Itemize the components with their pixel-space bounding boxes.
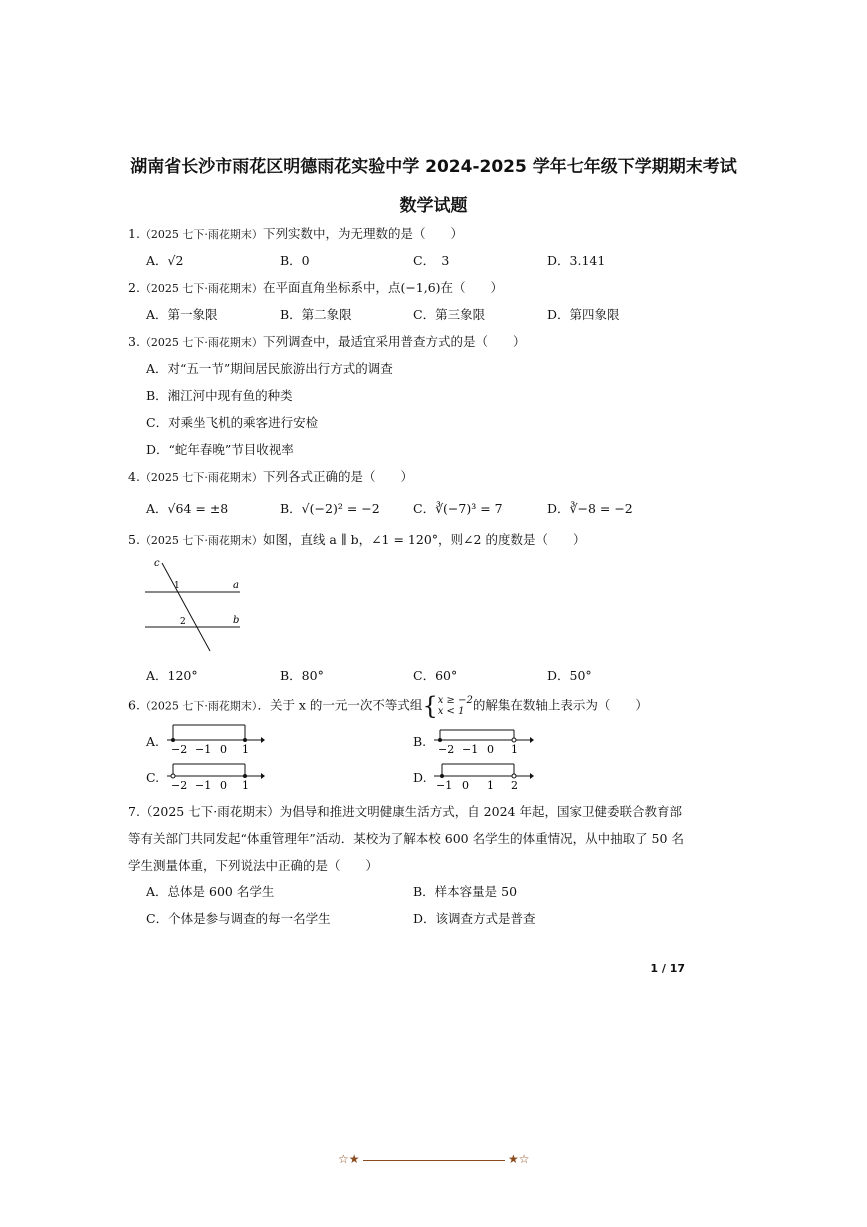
exam-subtitle: 数学试题 (399, 196, 468, 216)
label-c: c (154, 558, 160, 569)
parallel-lines-figure (140, 555, 250, 655)
q2-option-a: A．第一象限 (146, 307, 218, 322)
svg-text:0: 0 (462, 779, 469, 792)
q5-option-a: A．120° (146, 668, 198, 683)
q6-option-a-label: A. (146, 734, 160, 749)
footer-divider (363, 1160, 505, 1161)
svg-text:0: 0 (487, 743, 494, 756)
numberline-b (432, 720, 537, 760)
svg-text:−1: −1 (195, 779, 212, 792)
footer-star-left-icon: ☆★ (338, 1152, 360, 1166)
svg-text:2: 2 (511, 779, 518, 792)
question-2: 2.（2025 七下·雨花期末）在平面直角坐标系中，点(−1,6)在（ ） (128, 280, 504, 295)
svg-text:1: 1 (242, 779, 249, 792)
numberline-c (165, 756, 265, 796)
svg-text:1: 1 (487, 779, 494, 792)
q1-option-d: D．3.141 (547, 253, 606, 268)
q7-option-a: A．总体是 600 名学生 (146, 884, 275, 899)
transversal-c (162, 563, 210, 651)
q1-option-b: B．0 (280, 253, 310, 268)
q6-option-b-label: B. (413, 734, 427, 749)
q3-option-b: B．湘江河中现有鱼的种类 (146, 388, 293, 403)
svg-text:−1: −1 (195, 743, 212, 756)
svg-text:−2: −2 (171, 779, 188, 792)
question-5: 5.（2025 七下·雨花期末）如图，直线 a ∥ b，∠1 = 120°，则∠2 的度数是（ ） (128, 532, 586, 547)
q3-option-c: C．对乘坐飞机的乘客进行安检 (146, 415, 319, 430)
q6-option-c-label: C. (146, 770, 160, 785)
q5-option-c: C．60° (413, 668, 458, 683)
q5-option-b: B．80° (280, 668, 324, 683)
question-6: 6.（2025 七下·雨花期末）．关于 x 的一元一次不等式组{x ≥ −2 x < 1 的解集在数轴上表示为（ ） (128, 692, 648, 720)
q4-option-d: D．∛−8 = −2 (547, 501, 633, 516)
svg-text:−2: −2 (171, 743, 188, 756)
question-7: 7.（2025 七下·雨花期末）为倡导和推进文明健康生活方式，自 2024 年起，国家卫健委联合教育部等有关部门共同发起“体重管理年”活动．某校为了解本校 600 名学生的体重情况，从中抽取了 50 名学生测量体重，下列说法中正确的是（ ） (128, 804, 684, 873)
label-a: a (233, 580, 239, 591)
numberline-a (165, 720, 265, 760)
question-3: 3.（2025 七下·雨花期末）下列调查中，最适宜采用普查方式的是（ ） (128, 334, 526, 349)
q1-option-c: C． 3 (413, 253, 450, 268)
footer-star-right-icon: ★☆ (508, 1152, 530, 1166)
q3-option-d: D．“蛇年春晚”节目收视率 (146, 442, 294, 457)
label-angle-1: 1 (174, 581, 180, 591)
q7-option-b: B．样本容量是 50 (413, 884, 518, 899)
q7-option-c: C．个体是参与调查的每一名学生 (146, 911, 331, 926)
svg-text:−1: −1 (436, 779, 453, 792)
q4-option-b: B．√(−2)² = −2 (280, 501, 380, 516)
question-1: 1.（2025 七下·雨花期末）下列实数中，为无理数的是（ ） (128, 226, 463, 241)
q5-option-d: D．50° (547, 668, 592, 683)
svg-text:1: 1 (242, 743, 249, 756)
svg-text:−2: −2 (438, 743, 455, 756)
q2-option-d: D．第四象限 (547, 307, 620, 322)
q3-option-a: A．对“五一节”期间居民旅游出行方式的调查 (146, 361, 393, 376)
label-angle-2: 2 (180, 617, 186, 627)
svg-text:0: 0 (220, 779, 227, 792)
question-4: 4.（2025 七下·雨花期末）下列各式正确的是（ ） (128, 469, 413, 484)
q2-option-c: C．第三象限 (413, 307, 486, 322)
q4-option-c: C．∛(−7)³ = 7 (413, 501, 503, 516)
svg-text:1: 1 (511, 743, 518, 756)
q7-option-d: D．该调查方式是普查 (413, 911, 536, 926)
q1-option-a: A．√2 (146, 253, 184, 268)
exam-title: 湖南省长沙市雨花区明德雨花实验中学 2024-2025 学年七年级下学期期末考试 (130, 157, 737, 177)
numberline-d (432, 756, 537, 796)
label-b: b (233, 615, 240, 626)
q2-option-b: B．第二象限 (280, 307, 352, 322)
page-number: 1 / 17 (650, 962, 685, 975)
svg-text:−1: −1 (462, 743, 479, 756)
inequality-system: x ≥ −2 x < 1 (437, 695, 473, 717)
q4-option-a: A．√64 = ±8 (146, 501, 229, 516)
q6-option-d-label: D. (413, 770, 427, 785)
svg-text:0: 0 (220, 743, 227, 756)
